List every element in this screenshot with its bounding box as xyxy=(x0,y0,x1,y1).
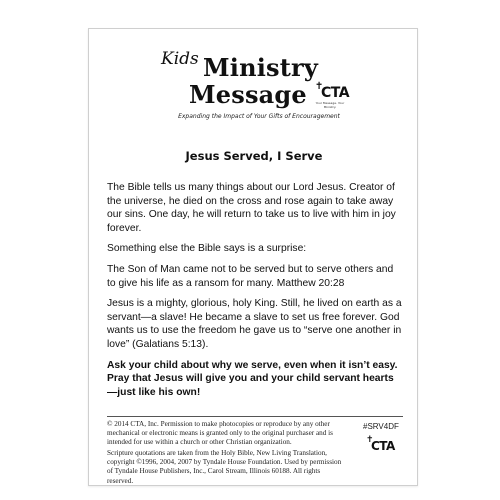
cta-small-logo-text: CTA xyxy=(371,439,395,453)
paragraph-servant-king: Jesus is a mighty, glorious, holy King. Still, he lived on earth as a servant—a slave! He became a slave to set us free forever. God wants us to use the freedom he gave us to “serve one another in love” (Galatians 5:13). xyxy=(107,298,402,350)
cta-small-logo-icon: ✝ CTA xyxy=(366,435,395,453)
product-code: #SRV4DF xyxy=(363,422,399,431)
page-title: Jesus Served, I Serve xyxy=(185,149,323,163)
paragraph-intro: The Bible tells us many things about our Lord Jesus. Creator of the universe, he died on the cross and rose again to take away our sins. One day, he will return to take us to live with him in joy forever. xyxy=(107,182,396,234)
footer-legal xyxy=(107,420,345,488)
logo-tagline: Expanding the Impact of Your Gifts of Encouragement xyxy=(178,113,340,120)
cta-logo-icon: ✝ CTA Your Message. Your Ministry. xyxy=(309,81,351,111)
footer-copyright: © 2014 CTA, Inc. Permission to make photocopies or reproduce by any other mechanical or electronic means is granted only to the original purchaser and is intended for use within a church or other Christian organization. xyxy=(107,420,333,447)
logo-ministry-text: Ministry xyxy=(203,53,319,82)
message-body xyxy=(107,181,403,406)
footer-scripture-credit: Scripture quotations are taken from the Holy Bible, New Living Translation, copyright ©1996, 2004, 2007 by Tyndale House Foundation. Used by permission of Tyndale House Publishers, Inc., Carol Stream, Illinois 60188. All rights reserved. xyxy=(107,449,342,485)
logo-message-text: Message xyxy=(189,80,307,109)
cta-logo-subtext: Your Message. Your Ministry. xyxy=(315,101,345,109)
paragraph-scripture: The Son of Man came not to be served but to serve others and to give his life as a ransom for many. Matthew 20:28 xyxy=(107,263,394,289)
cta-logo-text: CTA xyxy=(321,85,350,101)
paragraph-action: Ask your child about why we serve, even when it isn’t easy. Pray that Jesus will give you and your child servant hearts—just like his own! xyxy=(107,359,398,398)
kids-ministry-message-logo xyxy=(159,47,359,142)
ministry-message-card xyxy=(88,28,418,486)
footer-divider xyxy=(107,416,403,417)
paragraph-surprise: Something else the Bible says is a surprise: xyxy=(107,243,307,255)
logo-kids-text: Kids xyxy=(161,49,199,69)
